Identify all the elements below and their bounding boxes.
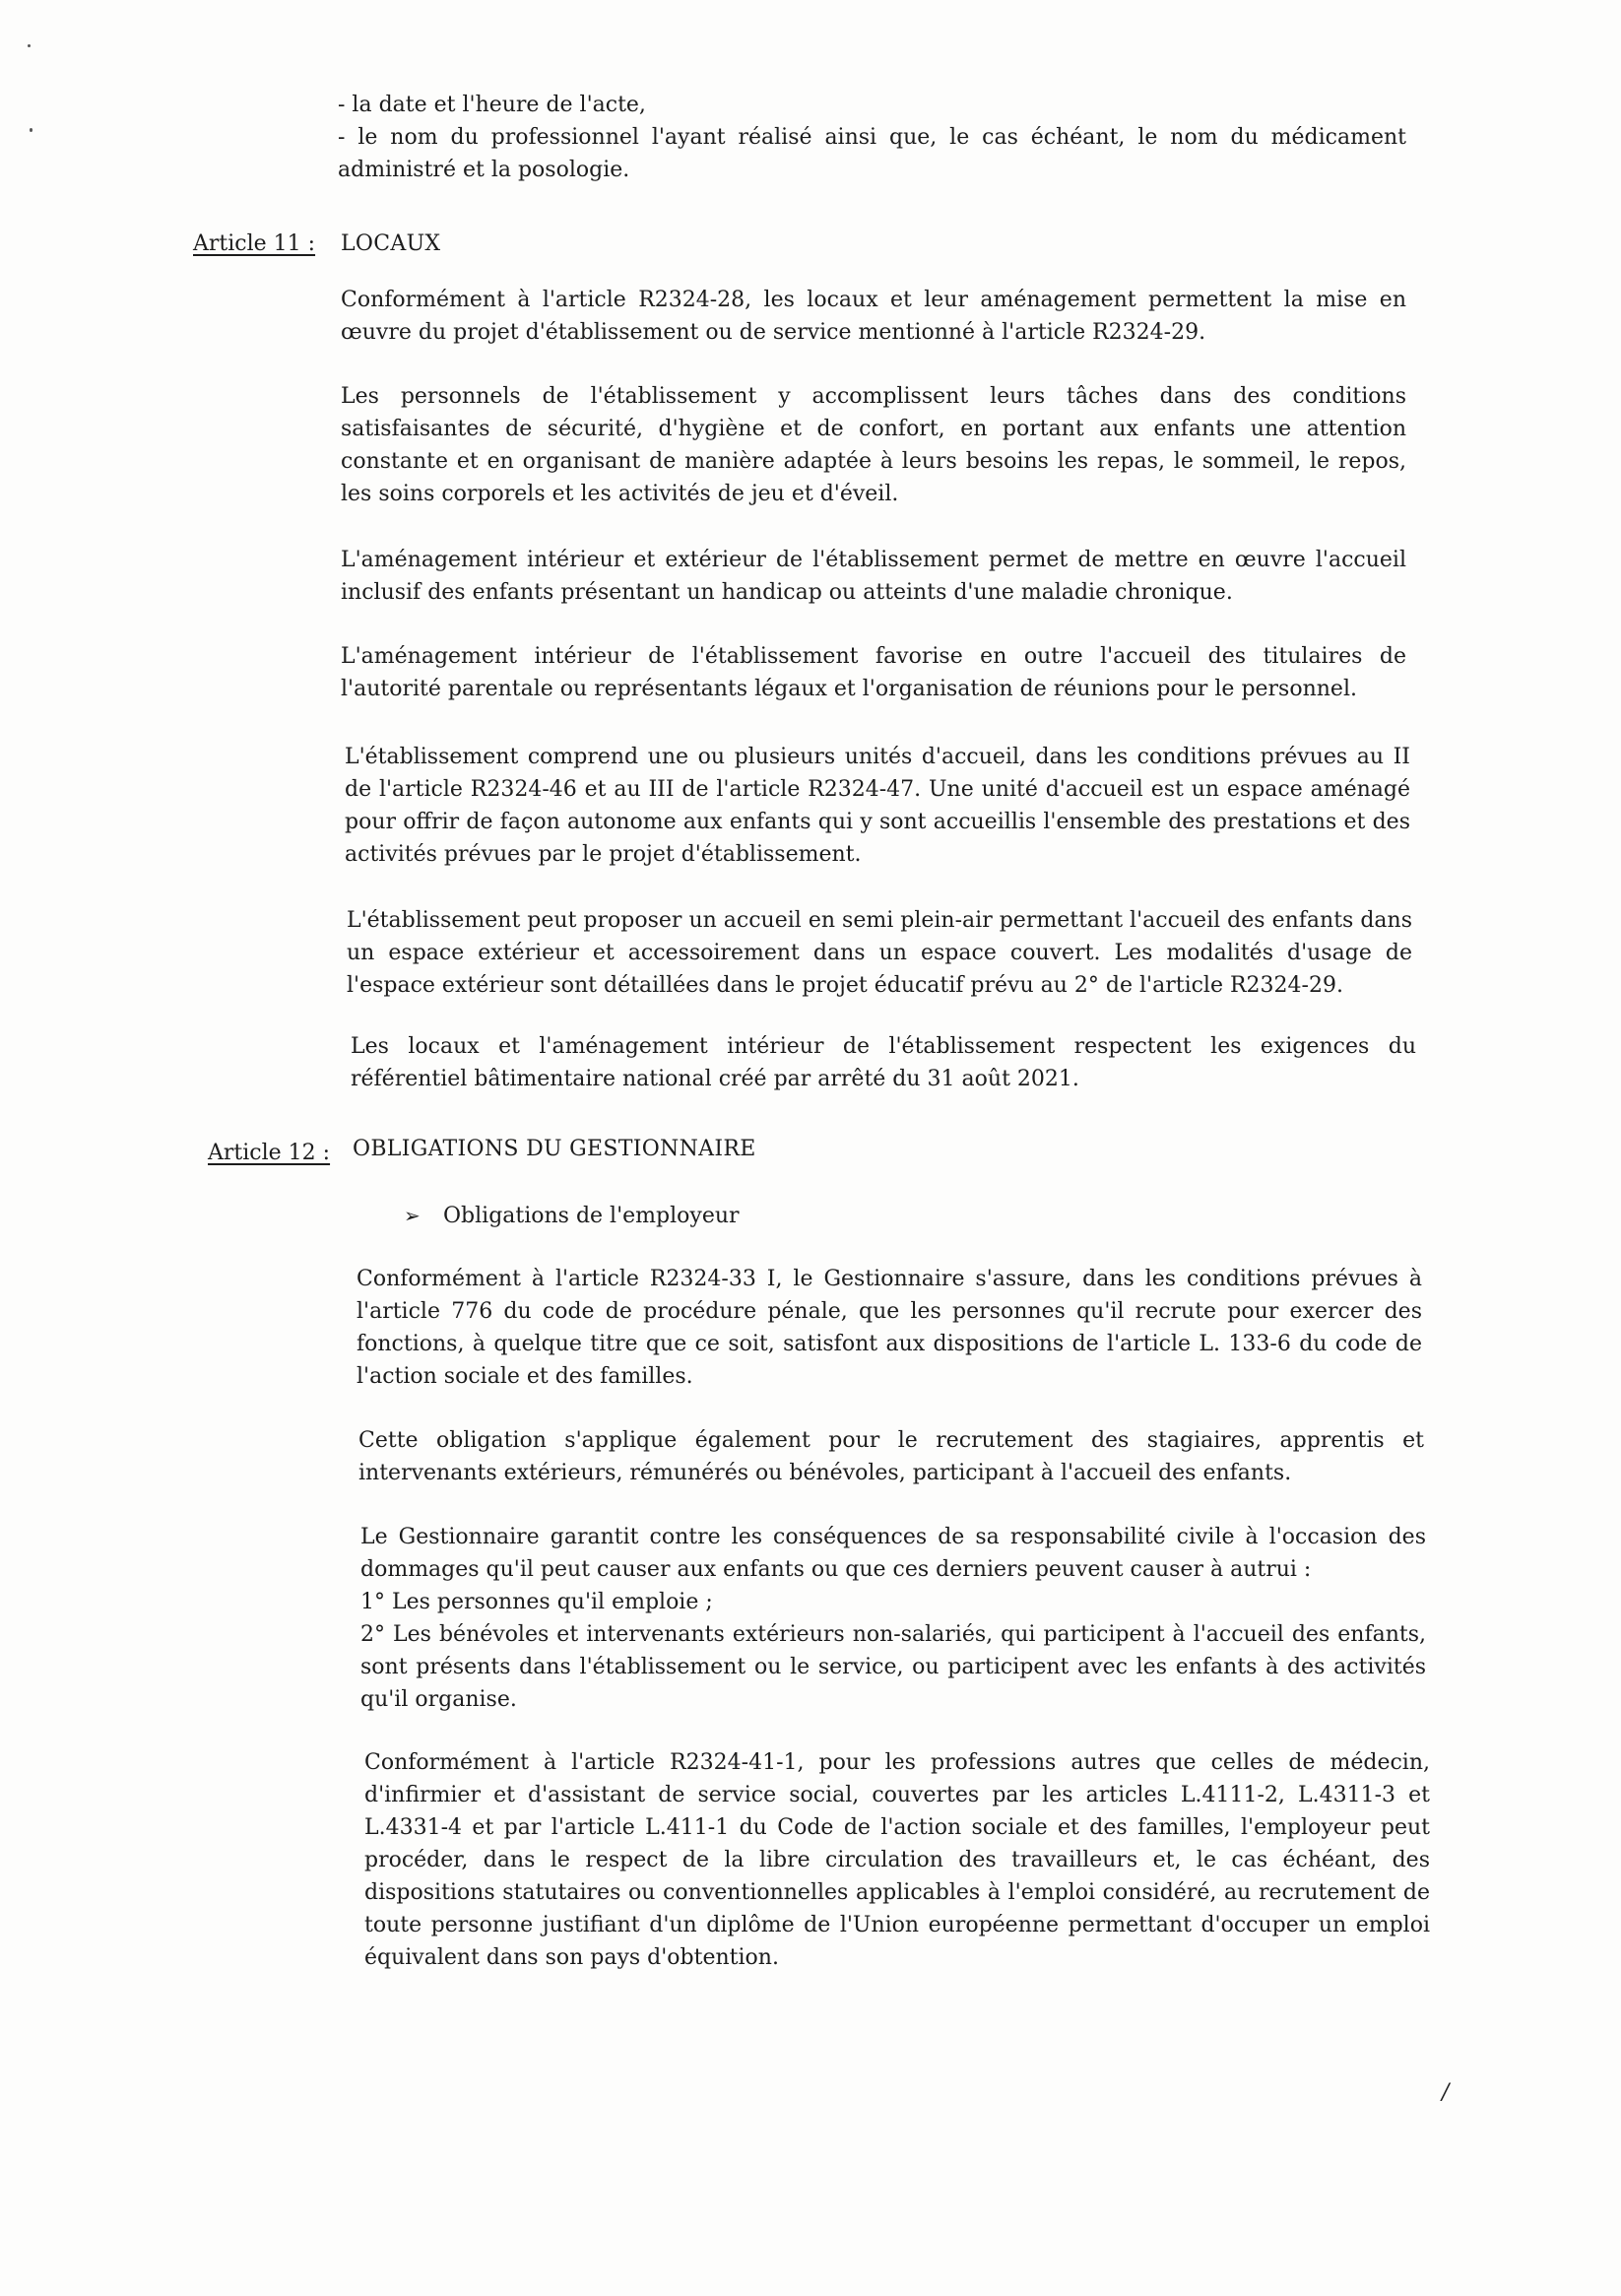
article-12-title: OBLIGATIONS DU GESTIONNAIRE xyxy=(353,1137,756,1161)
article-11-paragraph-4 xyxy=(341,640,1406,705)
scan-speck xyxy=(28,44,31,47)
article-11-paragraph-3 xyxy=(341,544,1406,609)
article-11-title: LOCAUX xyxy=(341,231,441,256)
paragraph-text: L'aménagement intérieur et extérieur de l'établissement permet de mettre en œuvre l'accueil inclusif des enfants présentant un handicap ou atteints d'une maladie chronique. xyxy=(341,548,1406,605)
paragraph-text: Les personnels de l'établissement y accomplissent leurs tâches dans des conditions satisfaisantes de sécurité, d'hygiène et de confort, en portant aux enfants une attention constante et en organisant de manière adaptée à leurs besoins les repas, le sommeil, le repos, les soins corporels et les activités de jeu et d'éveil. xyxy=(341,384,1406,506)
bullet-label: Obligations de l'employeur xyxy=(443,1204,740,1228)
article-12-label: Article 12 : xyxy=(208,1141,331,1165)
liability-item-1: 1° Les personnes qu'il emploie ; xyxy=(360,1590,713,1614)
paragraph-text: Conformément à l'article R2324-41-1, pour les professions autres que celles de médecin, d'infirmier et d'assistant de service social, couvertes par les articles L.4111-2, L.4311-3 et L.4331-4 et par l'article L.411-1 du Code de l'action sociale et des familles, l'employeur peut procéder, dans le respect de la libre circulation des travailleurs et, le cas échéant, des dispositions statutaires ou conventionnelles applicables à l'emploi considéré, au recrutement de toute personne justifiant d'un diplôme de l'Union européenne permettant d'occuper un emploi équivalent dans son pays d'obtention. xyxy=(364,1750,1430,1970)
paragraph-text: Conformément à l'article R2324-33 I, le Gestionnaire s'assure, dans les conditions prévues à l'article 776 du code de procédure pénale, que les personnes qu'il recrute pour exercer des fonctions, à quelque titre que ce soit, satisfont aux dispositions de l'article L. 133-6 du code de l'action sociale et des familles. xyxy=(357,1267,1422,1389)
intro-line-professional: - le nom du professionnel l'ayant réalisé ainsi que, le cas échéant, le nom du médicament administré et la posologie. xyxy=(338,125,1406,182)
intro-block xyxy=(338,89,1406,186)
article-11-label: Article 11 : xyxy=(193,231,316,256)
liability-item-2: 2° Les bénévoles et intervenants extérieurs non-salariés, qui participent à l'accueil des enfants, sont présents dans l'établissement ou le service, ou participent avec les enfants à des activités qu'il organise. xyxy=(360,1622,1426,1712)
article-11-paragraph-2 xyxy=(341,380,1406,510)
arrow-bullet-icon: ➢ xyxy=(404,1204,421,1227)
liability-intro: Le Gestionnaire garantit contre les conséquences de sa responsabilité civile à l'occasion des dommages qu'il peut causer aux enfants ou que ces derniers peuvent causer à autrui : xyxy=(360,1525,1426,1582)
article-12-paragraph-2 xyxy=(358,1424,1424,1489)
article-12-liability xyxy=(360,1521,1426,1716)
article-11-paragraph-6 xyxy=(347,904,1412,1002)
footer-mark: / xyxy=(1442,2080,1450,2105)
article-11-paragraph-7 xyxy=(351,1030,1416,1095)
article-12-bullet xyxy=(404,1200,740,1232)
article-12-paragraph-1 xyxy=(357,1263,1422,1393)
paragraph-text: Cette obligation s'applique également pour le recrutement des stagiaires, apprentis et intervenants extérieurs, rémunérés ou bénévoles, participant à l'accueil des enfants. xyxy=(358,1428,1424,1485)
article-11-paragraph-1 xyxy=(341,284,1406,349)
intro-line-date: - la date et l'heure de l'acte, xyxy=(338,93,646,117)
paragraph-text: L'aménagement intérieur de l'établissement favorise en outre l'accueil des titulaires de l'autorité parentale ou représentants légaux et l'organisation de réunions pour le personnel. xyxy=(341,644,1406,701)
paragraph-text: Les locaux et l'aménagement intérieur de l'établissement respectent les exigences du référentiel bâtimentaire national créé par arrêté du 31 août 2021. xyxy=(351,1034,1416,1091)
paragraph-text: L'établissement comprend une ou plusieurs unités d'accueil, dans les conditions prévues au II de l'article R2324-46 et au III de l'article R2324-47. Une unité d'accueil est un espace aménagé pour offrir de façon autonome aux enfants qui y sont accueillis l'ensemble des prestations et des activités prévues par le projet d'établissement. xyxy=(345,745,1410,867)
scan-speck xyxy=(30,128,32,132)
article-12-paragraph-final xyxy=(364,1746,1430,1974)
paragraph-text: Conformément à l'article R2324-28, les locaux et leur aménagement permettent la mise en œuvre du projet d'établissement ou de service mentionné à l'article R2324-29. xyxy=(341,288,1406,345)
paragraph-text: L'établissement peut proposer un accueil en semi plein-air permettant l'accueil des enfants dans un espace extérieur et accessoirement dans un espace couvert. Les modalités d'usage de l'espace extérieur sont détaillées dans le projet éducatif prévu au 2° de l'article R2324-29. xyxy=(347,908,1412,998)
article-11-paragraph-5 xyxy=(345,741,1410,871)
